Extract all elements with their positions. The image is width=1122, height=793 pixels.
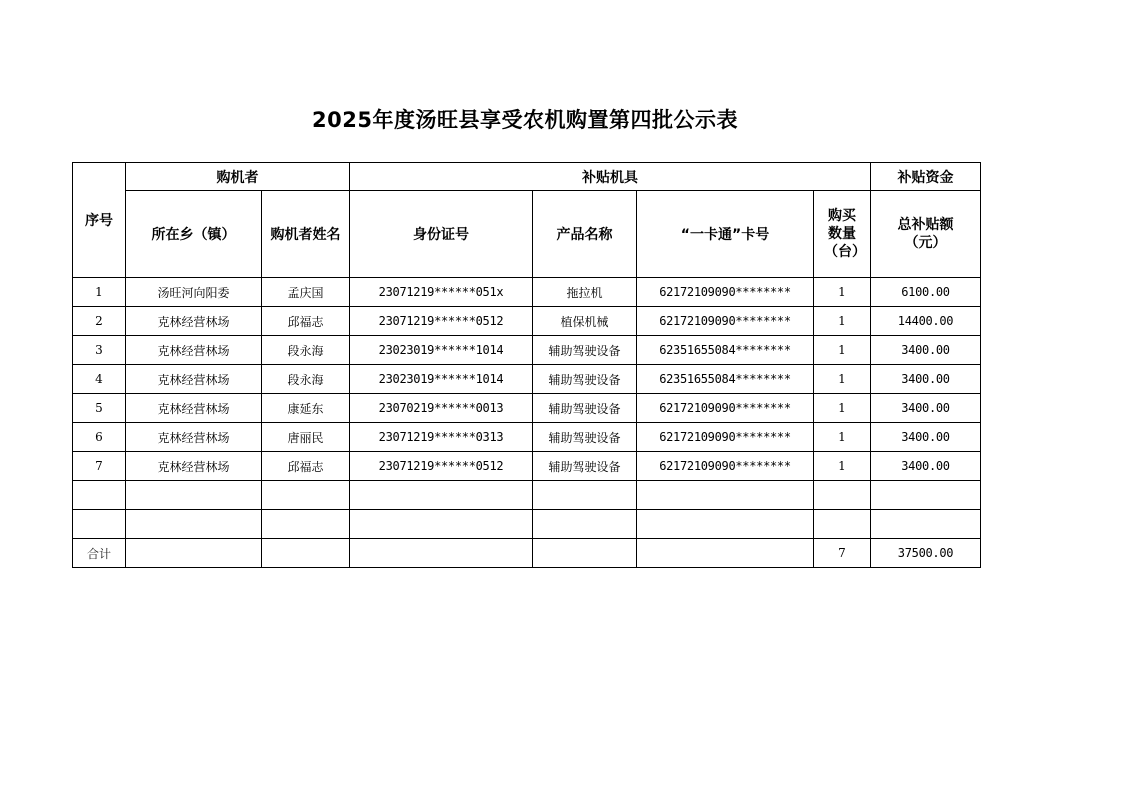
cell-buyer-name: 邱福志 (262, 452, 350, 481)
cell-card-number: 62351655084******** (637, 336, 814, 365)
table-row (73, 307, 981, 336)
empty-cell (871, 510, 981, 539)
cell-quantity: 1 (814, 307, 871, 336)
cell-amount: 3400.00 (871, 452, 981, 481)
cell-town: 克林经营林场 (126, 452, 262, 481)
cell-amount: 3400.00 (871, 365, 981, 394)
header-product-name: 产品名称 (533, 191, 637, 278)
empty-cell (262, 539, 350, 568)
cell-card-number: 62351655084******** (637, 365, 814, 394)
total-amount: 37500.00 (871, 539, 981, 568)
cell-seq: 2 (73, 307, 126, 336)
cell-buyer-name: 康延东 (262, 394, 350, 423)
empty-cell (814, 481, 871, 510)
empty-row (73, 481, 981, 510)
header-id-number: 身份证号 (350, 191, 533, 278)
cell-buyer-name: 段永海 (262, 336, 350, 365)
cell-card-number: 62172109090******** (637, 307, 814, 336)
cell-product-name: 辅助驾驶设备 (533, 423, 637, 452)
header-seq: 序号 (73, 163, 126, 278)
cell-quantity: 1 (814, 394, 871, 423)
cell-product-name: 拖拉机 (533, 278, 637, 307)
empty-row (73, 510, 981, 539)
empty-cell (533, 510, 637, 539)
table-row (73, 394, 981, 423)
empty-cell (126, 481, 262, 510)
empty-cell (637, 539, 814, 568)
empty-cell (73, 481, 126, 510)
header-town: 所在乡（镇） (126, 191, 262, 278)
header-row-columns (73, 191, 981, 278)
table-row (73, 423, 981, 452)
cell-quantity: 1 (814, 365, 871, 394)
cell-product-name: 辅助驾驶设备 (533, 394, 637, 423)
cell-product-name: 植保机械 (533, 307, 637, 336)
table-row (73, 336, 981, 365)
table-row (73, 452, 981, 481)
cell-town: 克林经营林场 (126, 307, 262, 336)
empty-cell (126, 510, 262, 539)
cell-card-number: 62172109090******** (637, 423, 814, 452)
empty-cell (350, 481, 533, 510)
cell-town: 克林经营林场 (126, 365, 262, 394)
cell-id-number: 23071219******0512 (350, 452, 533, 481)
cell-product-name: 辅助驾驶设备 (533, 452, 637, 481)
subsidy-table (72, 162, 981, 568)
cell-id-number: 23023019******1014 (350, 336, 533, 365)
header-group-machine: 补贴机具 (350, 163, 871, 191)
empty-cell (262, 481, 350, 510)
cell-product-name: 辅助驾驶设备 (533, 336, 637, 365)
cell-seq: 3 (73, 336, 126, 365)
cell-buyer-name: 唐丽民 (262, 423, 350, 452)
empty-cell (637, 481, 814, 510)
header-card-number: “一卡通”卡号 (637, 191, 814, 278)
cell-id-number: 23071219******0512 (350, 307, 533, 336)
empty-cell (73, 510, 126, 539)
cell-id-number: 23071219******051x (350, 278, 533, 307)
header-row-groups (73, 163, 981, 191)
header-group-fund: 补贴资金 (871, 163, 981, 191)
empty-cell (533, 481, 637, 510)
cell-seq: 5 (73, 394, 126, 423)
cell-seq: 4 (73, 365, 126, 394)
empty-cell (350, 539, 533, 568)
cell-quantity: 1 (814, 452, 871, 481)
cell-seq: 6 (73, 423, 126, 452)
empty-cell (126, 539, 262, 568)
cell-id-number: 23023019******1014 (350, 365, 533, 394)
empty-cell (533, 539, 637, 568)
cell-id-number: 23070219******0013 (350, 394, 533, 423)
header-buyer-name: 购机者姓名 (262, 191, 350, 278)
cell-amount: 6100.00 (871, 278, 981, 307)
cell-quantity: 1 (814, 336, 871, 365)
cell-seq: 1 (73, 278, 126, 307)
cell-amount: 3400.00 (871, 423, 981, 452)
cell-product-name: 辅助驾驶设备 (533, 365, 637, 394)
total-row (73, 539, 981, 568)
cell-buyer-name: 孟庆国 (262, 278, 350, 307)
cell-id-number: 23071219******0313 (350, 423, 533, 452)
cell-buyer-name: 邱福志 (262, 307, 350, 336)
empty-cell (262, 510, 350, 539)
total-label: 合计 (73, 539, 126, 568)
cell-seq: 7 (73, 452, 126, 481)
cell-amount: 3400.00 (871, 394, 981, 423)
cell-town: 汤旺河向阳委 (126, 278, 262, 307)
cell-amount: 3400.00 (871, 336, 981, 365)
header-quantity: 购买数量（台） (814, 191, 871, 278)
empty-cell (871, 481, 981, 510)
cell-town: 克林经营林场 (126, 423, 262, 452)
cell-quantity: 1 (814, 278, 871, 307)
cell-card-number: 62172109090******** (637, 394, 814, 423)
cell-town: 克林经营林场 (126, 394, 262, 423)
cell-card-number: 62172109090******** (637, 278, 814, 307)
table-row (73, 365, 981, 394)
header-group-buyer: 购机者 (126, 163, 350, 191)
empty-cell (814, 510, 871, 539)
table-row (73, 278, 981, 307)
cell-quantity: 1 (814, 423, 871, 452)
page-title: 2025年度汤旺县享受农机购置第四批公示表 (312, 108, 738, 132)
cell-buyer-name: 段永海 (262, 365, 350, 394)
empty-cell (637, 510, 814, 539)
header-total-subsidy: 总补贴额（元） (871, 191, 981, 278)
cell-amount: 14400.00 (871, 307, 981, 336)
cell-town: 克林经营林场 (126, 336, 262, 365)
cell-card-number: 62172109090******** (637, 452, 814, 481)
empty-cell (350, 510, 533, 539)
total-quantity: 7 (814, 539, 871, 568)
